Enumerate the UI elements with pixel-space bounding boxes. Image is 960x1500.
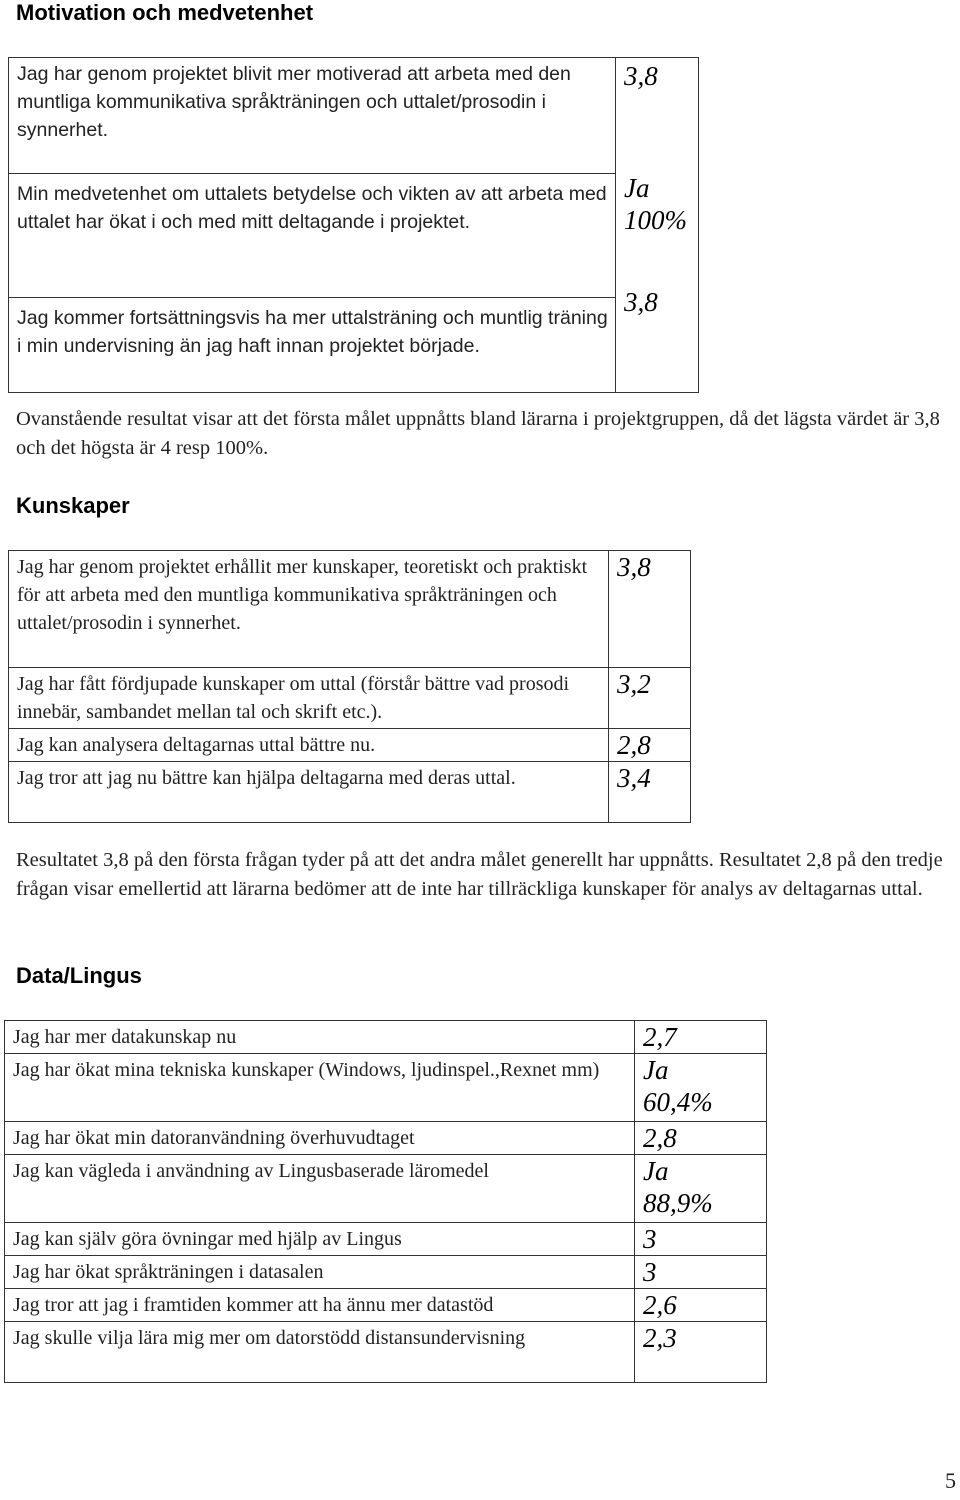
value-text: Ja [624, 173, 650, 203]
value-percent: 60,4% [643, 1087, 713, 1117]
value-text: Ja [643, 1156, 669, 1186]
table-row [5, 1289, 767, 1322]
value-cell [616, 58, 699, 393]
value-cell [635, 1155, 767, 1223]
question-cell [9, 58, 616, 174]
value-percent: 100% [624, 205, 687, 235]
table-row [5, 1256, 767, 1289]
question-text: Jag kommer fortsättningsvis ha mer uttalsträning och muntlig träning i min undervisning än jag haft innan projektet började. [17, 307, 608, 357]
question-text: Jag kan analysera deltagarnas uttal bättre nu. [17, 734, 376, 756]
kunskaper-table [8, 550, 691, 823]
value-cell [635, 1021, 767, 1054]
value-text: 3,8 [624, 61, 658, 91]
question-cell [5, 1155, 635, 1223]
table-row [5, 1223, 767, 1256]
value-cell [635, 1289, 767, 1322]
question-cell [9, 668, 609, 729]
question-text: Jag har fått fördjupade kunskaper om uttal (förstår bättre vad prosodi innebär, sambandet mellan tal och skrift etc.). [17, 673, 570, 723]
question-cell [5, 1289, 635, 1322]
value-cell [635, 1256, 767, 1289]
section-heading-kunskaper: Kunskaper [16, 493, 130, 518]
question-cell [9, 174, 616, 298]
value-text: 3,8 [617, 552, 651, 582]
table-row [9, 551, 691, 668]
question-text: Jag har genom projektet blivit mer motiverad att arbeta med den muntliga kommunikativa språkträningen och uttalet/prosodin i synnerhet. [17, 63, 571, 141]
kunskaper-summary: Resultatet 3,8 på den första frågan tyder på att det andra målet generellt har uppnåtts. Resultatet 2,8 på den tredje frågan visar emellertid att lärarna bedömer att de inte har tillräckliga kunskaper för analys av deltagarnas uttal. [16, 849, 943, 900]
table-row [9, 58, 699, 174]
question-text: Min medvetenhet om uttalets betydelse och vikten av att arbeta med uttalet har ökat i och med mitt deltagande i projektet. [17, 183, 607, 233]
table-row [9, 729, 691, 762]
table-row [5, 1021, 767, 1054]
question-text: Jag skulle vilja lära mig mer om datorstödd distansundervisning [13, 1327, 526, 1349]
value-cell [635, 1223, 767, 1256]
table-row [5, 1322, 767, 1383]
table-row [5, 1122, 767, 1155]
question-cell [9, 729, 609, 762]
question-text: Jag har ökat språkträningen i datasalen [13, 1261, 324, 1283]
table-row [9, 298, 699, 393]
table-row [5, 1054, 767, 1122]
value-text: 2,8 [643, 1123, 677, 1153]
value-cell [609, 762, 691, 823]
question-cell [5, 1322, 635, 1383]
motivation-table [8, 57, 699, 393]
value-cell [609, 551, 691, 668]
value-text: 3,8 [624, 287, 658, 317]
section-heading-motivation: Motivation och medvetenhet [16, 0, 314, 25]
value-cell [635, 1122, 767, 1155]
value-cell [635, 1054, 767, 1122]
question-cell [9, 762, 609, 823]
value-text: 2,6 [643, 1290, 677, 1320]
value-cell [635, 1322, 767, 1383]
value-cell [609, 729, 691, 762]
value-cell [609, 668, 691, 729]
question-text: Jag har genom projektet erhållit mer kunskaper, teoretiskt och praktiskt för att arbeta med den muntliga kommunikativa språkträningen och uttalet/prosodin i synnerhet. [17, 556, 588, 634]
value-percent: 88,9% [643, 1188, 713, 1218]
question-cell [5, 1021, 635, 1054]
value-text: 3 [643, 1224, 657, 1254]
question-cell [9, 551, 609, 668]
question-text: Jag kan vägleda i användning av Lingusbaserade läromedel [13, 1160, 489, 1182]
question-text: Jag har ökat mina tekniska kunskaper (Windows, ljudinspel.,Rexnet mm) [13, 1059, 600, 1081]
table-row [9, 762, 691, 823]
table-row [9, 668, 691, 729]
motivation-summary: Ovanstående resultat visar att det första målet uppnåtts bland lärarna i projektgruppen, då det lägsta värdet är 3,8 och det högsta är 4 resp 100%. [16, 408, 940, 459]
section-heading-data-lingus: Data/Lingus [16, 963, 142, 988]
value-text: 2,8 [617, 730, 651, 760]
question-cell [5, 1223, 635, 1256]
value-text: 3,2 [617, 669, 651, 699]
value-text: Ja [643, 1055, 669, 1085]
value-text: 2,7 [643, 1022, 677, 1052]
value-text: 3 [643, 1257, 657, 1287]
value-text: 3,4 [617, 763, 651, 793]
question-text: Jag har mer datakunskap nu [13, 1026, 237, 1048]
question-cell [5, 1122, 635, 1155]
data-lingus-table [4, 1020, 767, 1383]
page-number: 5 [945, 1468, 956, 1493]
question-cell [5, 1256, 635, 1289]
question-text: Jag kan själv göra övningar med hjälp av Lingus [13, 1228, 402, 1250]
question-cell [9, 298, 616, 393]
question-text: Jag har ökat min datoranvändning överhuvudtaget [13, 1127, 415, 1149]
table-row [5, 1155, 767, 1223]
value-text: 2,3 [643, 1323, 677, 1353]
question-text: Jag tror att jag nu bättre kan hjälpa deltagarna med deras uttal. [17, 767, 516, 789]
question-cell [5, 1054, 635, 1122]
question-text: Jag tror att jag i framtiden kommer att ha ännu mer datastöd [13, 1294, 494, 1316]
table-row [9, 174, 699, 298]
